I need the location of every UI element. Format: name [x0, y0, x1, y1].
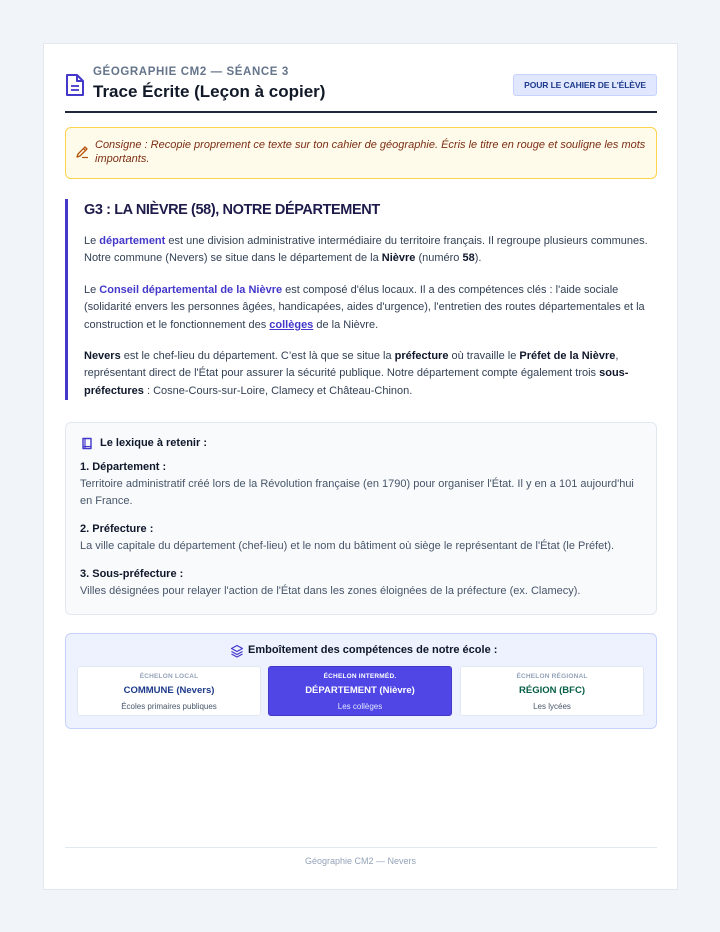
- glossary-definition: Territoire administratif créé lors de la Révolution française (en 1790) pour organiser l'État. Il y en a 101 aujourd'hui en France.: [80, 478, 634, 507]
- keyword: Conseil départemental de la Nièvre: [99, 284, 283, 296]
- pencil-icon: [75, 145, 89, 159]
- glossary-item: [80, 567, 645, 600]
- glossary-term: 1. Département :: [80, 461, 167, 473]
- layers-icon: [230, 644, 244, 658]
- glossary-definition: La ville capitale du département (chef-lieu) et le nom du bâtiment où siège le représentant de l'État (le Préfet).: [80, 540, 615, 552]
- competence-levels-box: [65, 633, 657, 729]
- glossary-box: [65, 422, 657, 615]
- text-run: est une division administrative intermédiaire du territoire français. Il regroupe plusieurs communes. Notre commune (Nevers) se situe dans le département de la: [84, 235, 648, 265]
- instruction-box: [65, 127, 657, 179]
- bold-term: Préfet de la Nièvre: [519, 350, 616, 362]
- keyword: département: [99, 235, 166, 247]
- lesson-paragraph-3: [84, 348, 656, 400]
- text-run: Le: [84, 284, 100, 296]
- lesson-paragraph-1: [84, 233, 656, 268]
- lesson-title: G3 : LA NIÈVRE (58), NOTRE DÉPARTEMENT: [84, 202, 380, 218]
- glossary-item: [80, 460, 645, 510]
- glossary-term: 2. Préfecture :: [80, 523, 154, 535]
- level-card-region: [460, 666, 644, 716]
- footer-divider: [65, 847, 657, 848]
- lesson-paragraph-2: [84, 282, 656, 334]
- page-title: Trace Écrite (Leçon à copier): [93, 82, 326, 101]
- audience-badge: POUR LE CAHIER DE L'ÉLÈVE: [513, 74, 657, 96]
- bold-term: sous-préfectures: [84, 367, 629, 397]
- subject-label: GÉOGRAPHIE CM2 — SÉANCE 3: [93, 66, 289, 78]
- level-name: DÉPARTEMENT (Nièvre): [305, 685, 415, 696]
- text-run: est composé d'élus locaux. Il a des compétences clés : l'aide sociale (solidarité envers les personnes âgées, handicapées, aides d'urgence), l'entretien des routes départementales et la construction et le fonctionnement des: [84, 284, 645, 331]
- level-label: ÉCHELON LOCAL: [139, 673, 199, 680]
- lesson-sheet: [43, 43, 678, 890]
- text-run: de la Nièvre.: [313, 318, 379, 331]
- text-run: est le chef-lieu du département. C’est là que se situe la: [120, 350, 395, 362]
- level-label: ÉCHELON RÉGIONAL: [516, 673, 588, 680]
- level-description: Écoles primaires publiques: [121, 702, 217, 711]
- text-run: , représentant direct de l'État pour assurer la sécurité publique. Notre département compte également trois: [84, 350, 619, 380]
- text-run: ).: [474, 252, 482, 265]
- bold-term: Nevers: [84, 350, 121, 362]
- glossary-definition: Villes désignées pour relayer l'action de l'État dans les zones éloignées de la préfecture (ex. Clamecy).: [80, 585, 581, 597]
- instruction-text: Consigne : Recopie proprement ce texte sur ton cahier de géographie. Écris le titre en rouge et souligne les mots importants.: [95, 139, 646, 165]
- level-name: COMMUNE (Nevers): [123, 685, 215, 696]
- level-description: Les collèges: [337, 702, 383, 711]
- page-header: [65, 64, 657, 113]
- book-icon: [81, 437, 94, 450]
- document-icon: [65, 73, 85, 97]
- levels-title: Emboîtement des compétences de notre école :: [248, 644, 498, 656]
- glossary-title: Le lexique à retenir :: [100, 437, 207, 449]
- level-card-departement: [268, 666, 452, 716]
- level-card-commune: [77, 666, 261, 716]
- text-run: : Cosne-Cours-sur-Loire, Clamecy et Château-Chinon.: [143, 384, 413, 397]
- page-footer: Géographie CM2 — Nevers: [304, 856, 417, 866]
- glossary-term: 3. Sous-préfecture :: [80, 568, 184, 580]
- level-name: RÉGION (BFC): [519, 685, 585, 696]
- bold-term: 58: [462, 252, 475, 265]
- glossary-item: [80, 522, 645, 555]
- lesson-section: [65, 199, 657, 400]
- level-label: ÉCHELON INTERMÉD.: [323, 673, 397, 680]
- text-run: (numéro: [415, 252, 463, 265]
- text-run: où travaille le: [448, 350, 520, 362]
- bold-term: préfecture: [394, 350, 449, 362]
- keyword-underlined: collèges: [269, 318, 314, 331]
- level-description: Les lycées: [533, 702, 571, 711]
- bold-term: Nièvre: [381, 252, 416, 265]
- text-run: Le: [84, 235, 100, 247]
